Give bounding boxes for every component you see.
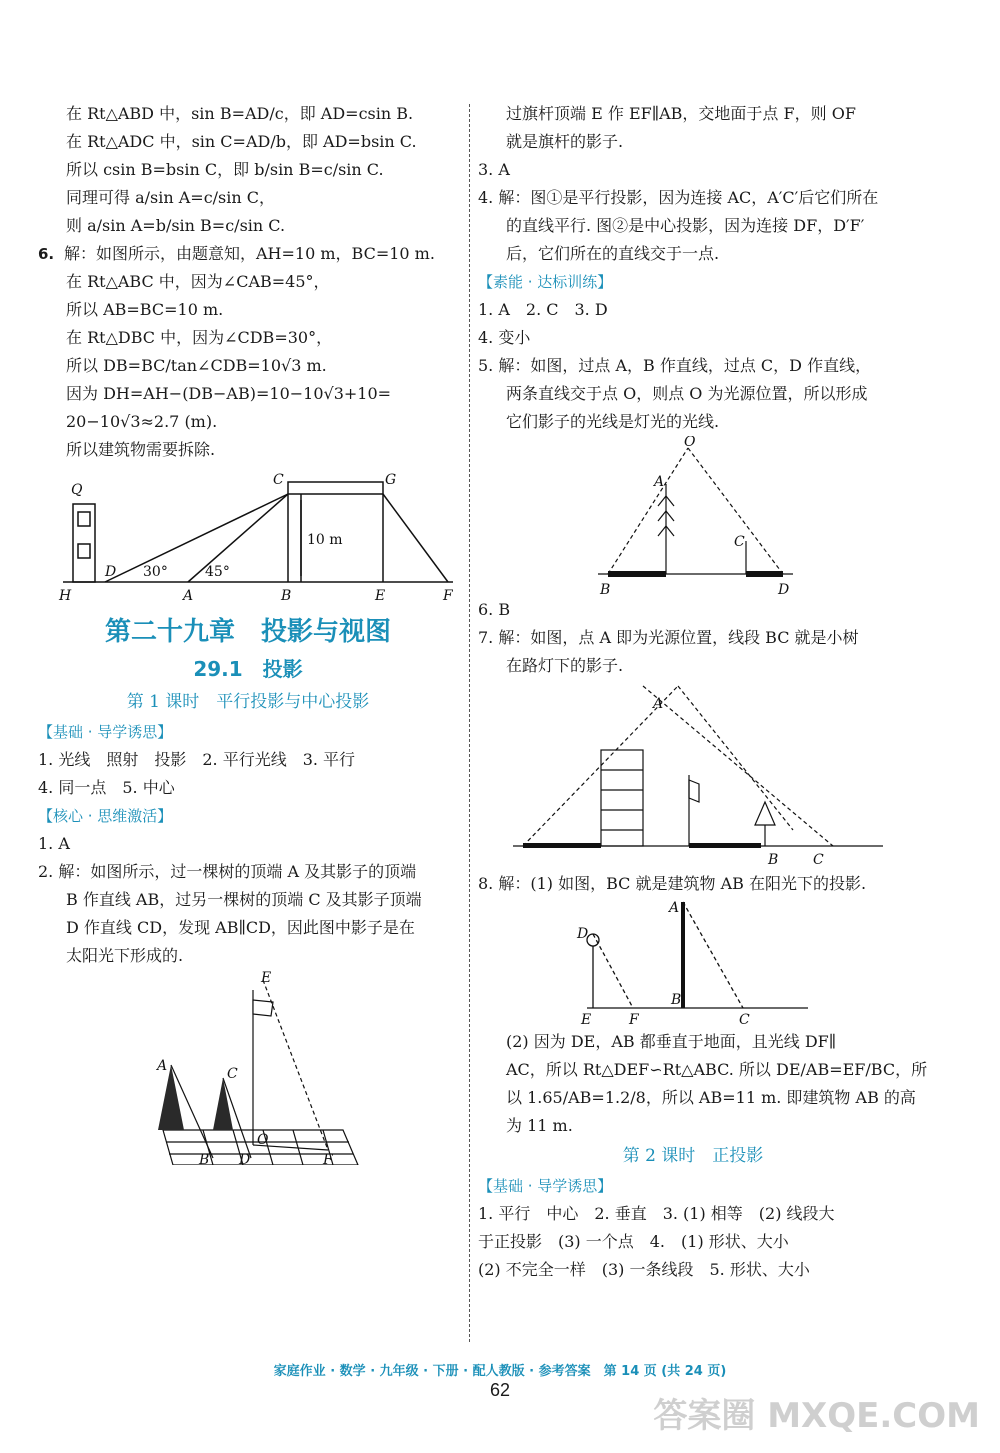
question-number: 6. [38, 245, 55, 263]
light-source-figure [578, 436, 808, 596]
text-line: 1. 光线 照射 投影 2. 平行光线 3. 平行 [38, 750, 356, 769]
fig-label: O [684, 436, 696, 450]
page-footer: 家庭作业 · 数学 · 九年级 · 下册 · 配人教版 · 参考答案 第 14 页 (共 24 页) [273, 1364, 727, 1379]
text-line: D 作直线 CD，发现 AB∥CD，因此图中影子是在 [66, 918, 415, 937]
fig-label: C [813, 852, 824, 868]
section-header: 【核心 · 思维激活】 [38, 807, 173, 825]
text-line: 两条直线交于点 O，则点 O 为光源位置，所以形成 [506, 384, 868, 403]
fig-label: E [581, 1012, 592, 1028]
lesson-title: 第 1 课时 平行投影与中心投影 [126, 692, 370, 712]
text-line: 3. A [478, 160, 510, 179]
fig-label: D [778, 582, 790, 596]
text-line: 在路灯下的影子. [506, 656, 624, 675]
text-line: 则 a/sin A=b/sin B=c/sin C. [66, 216, 286, 235]
fig-label: E [261, 970, 272, 986]
fig-label: 45° [205, 564, 230, 580]
text-line: 8. 解：(1) 如图，BC 就是建筑物 AB 在阳光下的投影. [478, 874, 867, 893]
chapter-title: 第二十九章 投影与视图 [104, 617, 391, 647]
fig-label: A [654, 474, 665, 490]
text-line: 在 Rt△ADC 中，sin C=AD/b，即 AD=bsin C. [66, 132, 417, 151]
fig-label: B [199, 1152, 210, 1165]
text-line: 4. 变小 [478, 328, 531, 347]
fig-label: B [671, 992, 682, 1008]
fig-label: F [443, 588, 453, 604]
text-line: 5. 解：如图，过点 A，B 作直线，过点 C，D 作直线， [478, 356, 872, 375]
text-line: 所以 csin B=bsin C，即 b/sin B=c/sin C. [66, 160, 384, 179]
question-6 [38, 240, 458, 268]
section-header: 【素能 · 达标训练】 [478, 273, 613, 291]
left-column [38, 100, 458, 1165]
fig-label: 30° [143, 564, 168, 580]
fig-label: C [734, 534, 745, 550]
trees-flag-figure [133, 970, 363, 1165]
text-line: 后，它们所在的直线交于一点. [506, 244, 720, 263]
text-line: (2) 不完全一样 (3) 一条线段 5. 形状、大小 [478, 1260, 810, 1279]
fig-label: G [385, 472, 397, 488]
text-line: 所以 AB=BC=10 m. [66, 300, 224, 319]
text-line: 7. 解：如图，点 A 即为光源位置，线段 BC 就是小树 [478, 628, 859, 647]
fig-label: O [257, 1132, 269, 1148]
fig-label: A [669, 900, 680, 916]
text-line: 20−10√3≈2.7 (m). [66, 412, 218, 431]
fig-label: A [653, 696, 664, 712]
text-line: 在 Rt△DBC 中，因为∠CDB=30°， [66, 328, 333, 347]
section-header: 【基础 · 导学诱思】 [478, 1177, 613, 1195]
text-line: 它们影子的光线是灯光的光线. [506, 412, 720, 431]
text-line: 以 1.65/AB=1.2/8，所以 AB=11 m. 即建筑物 AB 的高 [506, 1088, 916, 1107]
street-lamp-figure [493, 680, 893, 870]
text-line: 所以 DB=BC/tan∠CDB=10√3 m. [66, 356, 327, 375]
fig-label: A [183, 588, 194, 604]
section-header: 【基础 · 导学诱思】 [38, 723, 173, 741]
text-line: 解：如图所示，由题意知，AH=10 m，BC=10 m. [64, 244, 435, 263]
text-line: 4. 解：图①是平行投影，因为连接 AC，A′C′后它们所在 [478, 188, 879, 207]
fig-label: 10 m [307, 532, 343, 548]
lesson-title: 第 2 课时 正投影 [622, 1146, 764, 1166]
text-line: 就是旗杆的影子. [506, 132, 624, 151]
text-line: 1. A [38, 834, 70, 853]
text-line: 为 11 m. [506, 1116, 573, 1135]
page-number: 62 [489, 1380, 511, 1400]
fig-label: F [323, 1152, 333, 1165]
fig-label: E [375, 588, 386, 604]
fig-label: C [739, 1012, 750, 1028]
fig-label: Q [71, 482, 83, 498]
fig-label: C [227, 1066, 238, 1082]
text-line: 的直线平行. 图②是中心投影，因为连接 DF，D′F′ [506, 216, 865, 235]
text-line: 4. 同一点 5. 中心 [38, 778, 175, 797]
fig-label: D [577, 926, 589, 942]
building-shadow-figure [573, 898, 813, 1028]
right-column [478, 100, 928, 1284]
text-line: 在 Rt△ABD 中，sin B=AD/c，即 AD=csin B. [66, 104, 414, 123]
text-line: 所以建筑物需要拆除. [66, 440, 216, 459]
text-line: 因为 DH=AH−(DB−AB)=10−10√3+10= [66, 384, 392, 403]
fig-label: B [600, 582, 611, 596]
column-divider [469, 104, 470, 1342]
text-line: B 作直线 AB，过另一棵树的顶端 C 及其影子顶端 [66, 890, 422, 909]
fig-label: D [105, 564, 117, 580]
text-line: 同理可得 a/sin A=c/sin C， [66, 188, 276, 207]
text-line: 1. A 2. C 3. D [478, 300, 608, 319]
watermark-logo: 答案圈 MXQE.COM [653, 1396, 980, 1436]
building-demolition-figure [43, 464, 453, 604]
fig-label: B [281, 588, 292, 604]
text-line: 于正投影 (3) 一个点 4. (1) 形状、大小 [478, 1232, 789, 1251]
text-line: AC，所以 Rt△DEF∽Rt△ABC. 所以 DE/AB=EF/BC，所 [506, 1060, 928, 1079]
text-line: 太阳光下形成的. [66, 946, 184, 965]
text-line: 2. 解：如图所示，过一棵树的顶端 A 及其影子的顶端 [38, 862, 417, 881]
fig-label: F [629, 1012, 639, 1028]
text-line: (2) 因为 DE，AB 都垂直于地面，且光线 DF∥ [506, 1032, 837, 1051]
text-line: 在 Rt△ABC 中，因为∠CAB=45°， [66, 272, 330, 291]
text-line: 1. 平行 中心 2. 垂直 3. (1) 相等 (2) 线段大 [478, 1204, 835, 1223]
fig-label: H [59, 588, 72, 604]
text-line: 6. B [478, 600, 511, 619]
fig-label: D [239, 1152, 251, 1165]
fig-label: A [157, 1058, 168, 1074]
text-line: 过旗杆顶端 E 作 EF∥AB，交地面于点 F，则 OF [506, 104, 856, 123]
fig-label: C [273, 472, 284, 488]
fig-label: B [768, 852, 779, 868]
section-title: 29.1 投影 [193, 657, 303, 681]
